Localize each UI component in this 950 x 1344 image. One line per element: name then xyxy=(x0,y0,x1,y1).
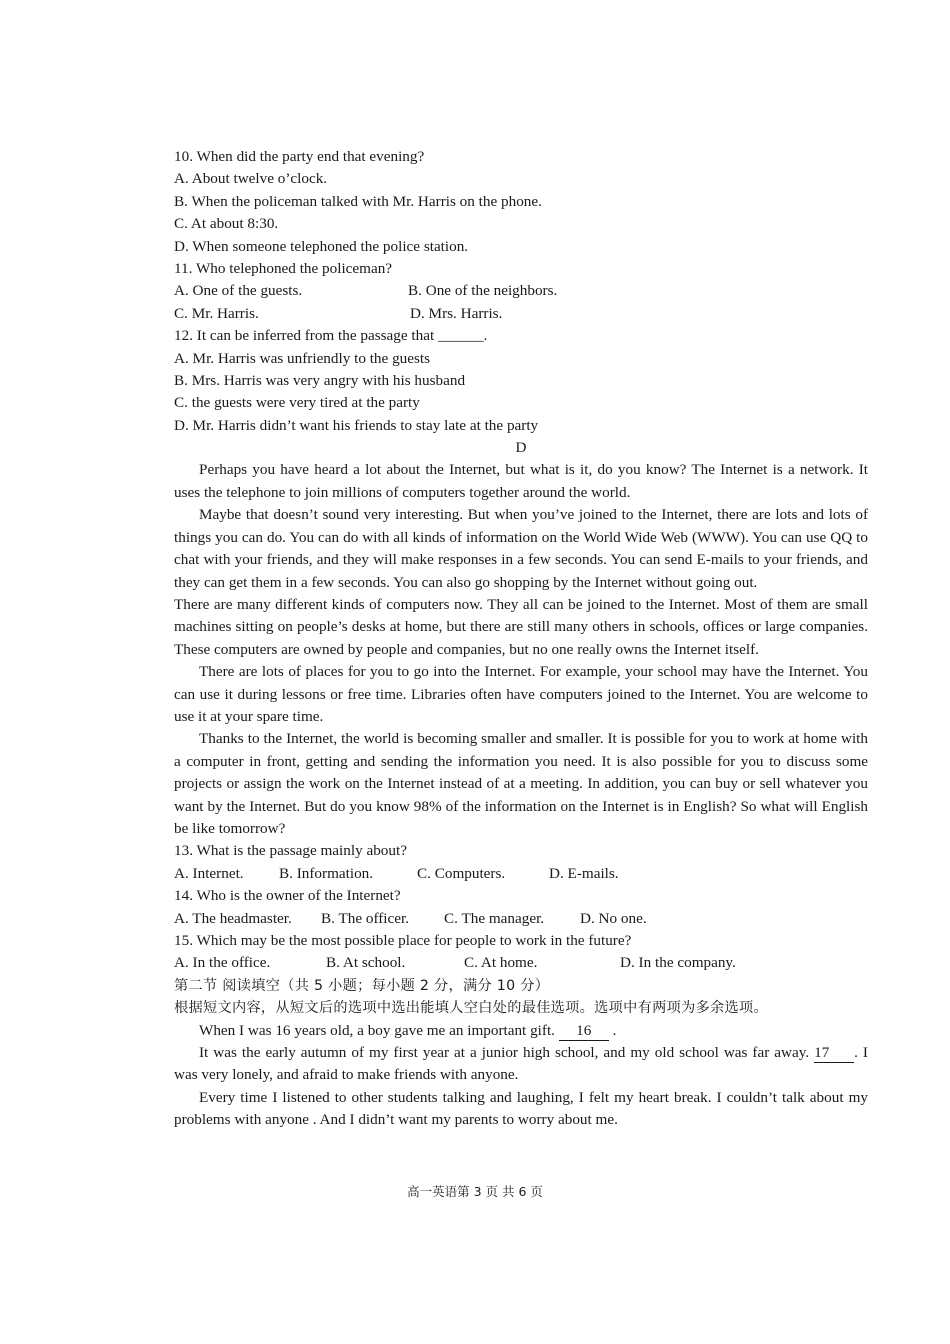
question-13-stem: 13. What is the passage mainly about? xyxy=(174,842,407,860)
page-footer: 高一英语第 3 页 共 6 页 xyxy=(407,1184,543,1199)
question-12-option-a: A. Mr. Harris was unfriendly to the guests xyxy=(174,349,431,367)
question-13-option-a: A. Internet. xyxy=(174,864,244,882)
question-15-options xyxy=(174,952,868,974)
question-12-option-b: B. Mrs. Harris was very angry with his husband xyxy=(174,371,466,389)
exam-page xyxy=(174,146,868,1132)
question-11-stem: 11. Who telephoned the policeman? xyxy=(174,259,393,277)
question-11-option-d: D. Mrs. Harris. xyxy=(410,304,503,322)
section-2-paragraph-1-text: When I was 16 years old, a boy gave me an important gift. xyxy=(199,1021,555,1039)
question-10-option-b: B. When the policeman talked with Mr. Harris on the phone. xyxy=(174,192,542,210)
question-11-options-row-2 xyxy=(174,303,868,325)
question-11-option-a: A. One of the guests. xyxy=(174,282,303,300)
question-11-option-c: C. Mr. Harris. xyxy=(174,304,259,322)
blank-17[interactable]: 17 xyxy=(814,1044,854,1063)
passage-d-paragraph-3: There are many different kinds of computers now. They all can be joined to the Internet. Most of them are small machines sitting on people’s desks at home, but there are still many others in schools, offices or large companies. These computers are owned by people and companies, but no one really owns the Internet itself. xyxy=(174,595,868,658)
question-14-option-d: D. No one. xyxy=(580,909,647,927)
section-2-paragraph-2 xyxy=(174,1042,868,1087)
question-10-option-d: D. When someone telephoned the police station. xyxy=(174,237,469,255)
blank-16[interactable]: 16 xyxy=(559,1022,609,1041)
question-15-option-c: C. At home. xyxy=(464,954,538,972)
section-2-instruction: 根据短文内容，从短文后的选项中选出能填人空白处的最佳选项。选项中有两项为多余选项。 xyxy=(174,1000,768,1017)
question-10-option-a: A. About twelve o’clock. xyxy=(174,170,328,188)
passage-d-paragraph-1: Perhaps you have heard a lot about the Internet, but what is it, do you know? The Internet is a network. It uses the telephone to join millions of computers together around the world. xyxy=(174,461,868,501)
question-12-option-d: D. Mr. Harris didn’t want his friends to stay late at the party xyxy=(174,416,539,434)
question-12-option-c: C. the guests were very tired at the party xyxy=(174,394,420,412)
question-15-option-a: A. In the office. xyxy=(174,954,271,972)
question-14-options xyxy=(174,908,868,930)
section-2-paragraph-1-end: . xyxy=(612,1021,617,1039)
passage-d-paragraph-2: Maybe that doesn’t sound very interesting. But when you’ve joined to the Internet, there are lots and lots of things you can do. You can do with all kinds of information on the World Wide Web (WWW). You can use QQ to chat with your friends, and they will make responses in a few seconds. You can send E-mails to your friends, and they can get them in a few seconds. You can also go shopping by the Internet without going out. xyxy=(174,506,868,591)
question-13-option-b: B. Information. xyxy=(279,864,374,882)
question-11-option-b: B. One of the neighbors. xyxy=(408,282,558,300)
question-11-options-row-1 xyxy=(174,280,868,302)
question-12-stem: 12. It can be inferred from the passage that ______. xyxy=(174,327,488,345)
question-14-option-c: C. The manager. xyxy=(444,909,545,927)
section-2-paragraph-2-end: . I was very lonely, and afraid to make friends with anyone. xyxy=(174,1043,868,1084)
question-15-option-d: D. In the company. xyxy=(620,954,736,972)
question-14-option-a: A. The headmaster. xyxy=(174,909,292,927)
section-2-paragraph-3: Every time I listened to other students talking and laughing, I felt my heart break. I couldn’t talk about my problems with anyone . And I didn’t want my parents to worry about me. xyxy=(174,1088,868,1129)
question-10-option-c: C. At about 8:30. xyxy=(174,215,279,233)
question-13-option-c: C. Computers. xyxy=(417,864,506,882)
section-2-paragraph-1 xyxy=(174,1020,868,1042)
question-13-option-d: D. E-mails. xyxy=(549,864,619,882)
question-14-stem: 14. Who is the owner of the Internet? xyxy=(174,887,401,905)
question-15-option-b: B. At school. xyxy=(326,954,406,972)
section-2-paragraph-2-text: It was the early autumn of my first year at a junior high school, and my old school was far away. xyxy=(199,1043,810,1061)
passage-d-paragraph-5: Thanks to the Internet, the world is becoming smaller and smaller. It is possible for you to work at home with a computer in front, getting and sending the information you need. It is also possible for you to discuss some projects or assign the work on the Internet instead of at a meeting. In addition, you can buy or sell whatever you want by the Internet. But do you know 98% of the information on the Internet is in English? So what will English be like tomorrow? xyxy=(174,730,868,837)
question-13-options xyxy=(174,863,868,885)
section-2-title: 第二节 阅读填空（共 5 小题；每小题 2 分，满分 10 分） xyxy=(174,977,550,994)
question-10-stem: 10. When did the party end that evening? xyxy=(174,148,425,165)
question-15-stem: 15. Which may be the most possible place for people to work in the future? xyxy=(174,931,632,949)
passage-d-heading: D xyxy=(515,439,527,457)
passage-d-paragraph-4: There are lots of places for you to go into the Internet. For example, your school may have the Internet. You can use it during lessons or free time. Libraries often have computers joined to the Internet. You are welcome to use it at your spare time. xyxy=(174,663,868,725)
question-14-option-b: B. The officer. xyxy=(321,909,410,927)
